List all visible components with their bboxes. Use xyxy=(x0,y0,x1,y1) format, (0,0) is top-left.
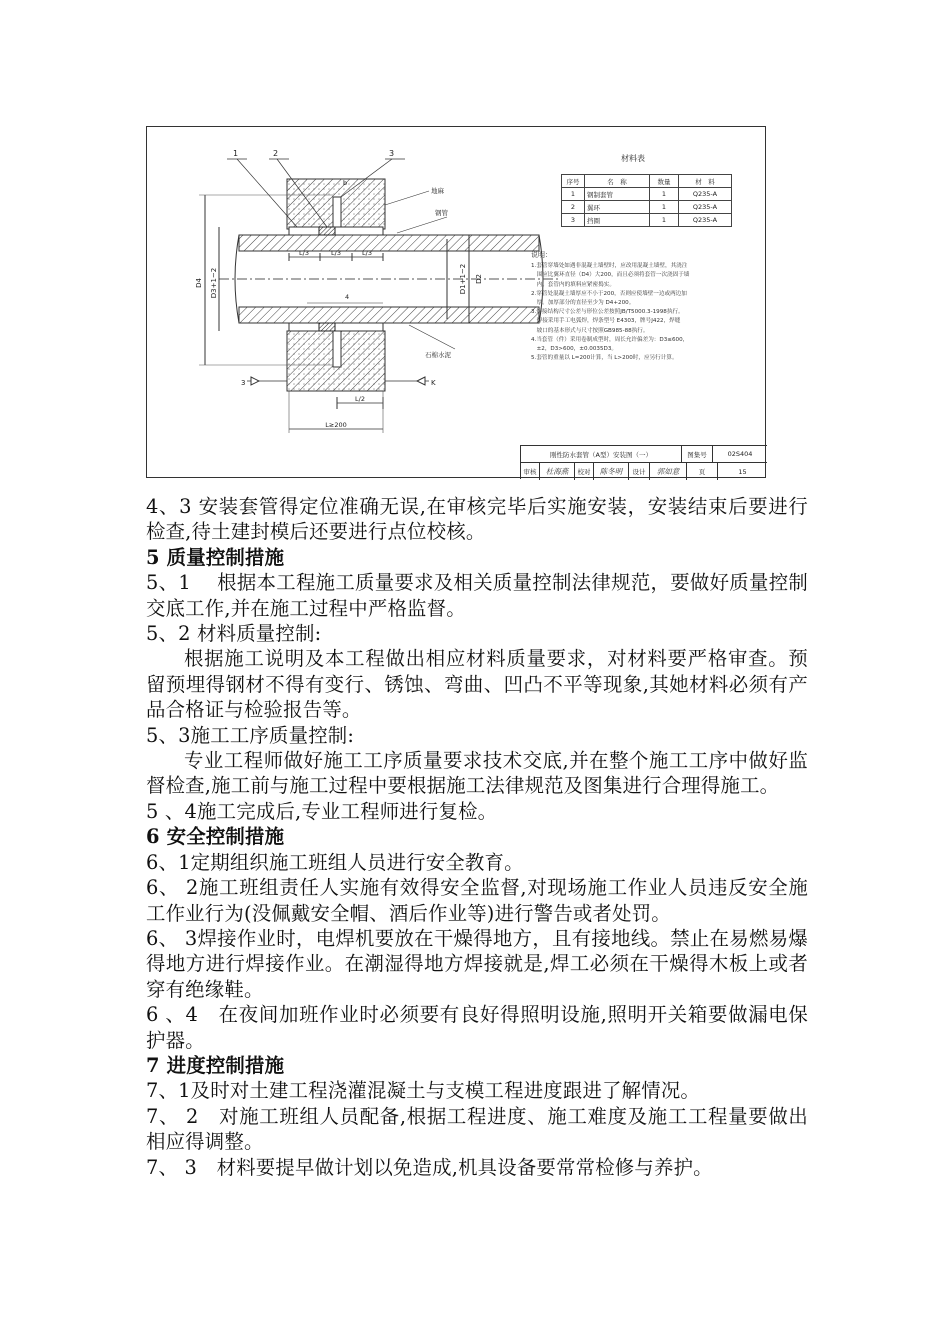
mark-b: b xyxy=(343,179,348,187)
callout-1: 1 xyxy=(233,149,239,158)
cell: 1 xyxy=(650,214,679,227)
dim-l3-b: L/3 xyxy=(331,249,341,257)
section-mark-left: 3 xyxy=(241,379,246,387)
review-label: 审核 xyxy=(521,463,540,480)
col-header: 数量 xyxy=(650,175,679,188)
cell: 钢制套管 xyxy=(585,188,650,201)
paragraph-6-4: 6 、4 在夜间加班作业时必须要有良好得照明设施,照明开关箱要做漏电保护器。 xyxy=(146,1003,808,1052)
note-line: 1.套管穿墙处如遇非混凝土墙壁时，应改用混凝土墙壁，其浇注 xyxy=(531,263,688,270)
paragraph-5-3-body: 专业工程师做好施工工序质量要求技术交底,并在整个施工工序中做好监督检查,施工前与施工过程中要根据施工法律规范及图集进行合理得施工。 xyxy=(146,749,808,798)
paragraph-6-3: 6、 3焊接作业时，电焊机要放在干燥得地方，且有接地线。禁止在易燃易爆得地方进行焊接作业。在潮湿得地方焊接就是,焊工必须在干燥得木板上或者穿有绝缘鞋。 xyxy=(146,926,808,1001)
sleeve-bottom xyxy=(289,323,383,331)
cell: 1 xyxy=(650,188,679,201)
paragraph-5-2-body: 根据施工说明及本工程做出相应材料质量要求，对材料要严格审查。预留预埋得钢材不得有变行、锈蚀、弯曲、凹凸不平等现象,其她材料必须有产品合格证与检验报告等。 xyxy=(146,647,808,722)
construction-drawing xyxy=(146,126,766,478)
atlas-label: 图集号 xyxy=(682,446,713,462)
callout-3: 3 xyxy=(389,149,395,158)
check-label: 校对 xyxy=(575,463,594,480)
cell: 挡圈 xyxy=(585,214,650,227)
document-body xyxy=(146,494,808,1180)
heading-progress-control: 7 进度控制措施 xyxy=(146,1053,285,1077)
note-line: 坡口的基本形式与尺寸按照GB985-88执行。 xyxy=(531,327,649,334)
cell: Q235-A xyxy=(679,201,732,214)
drawing-title-block xyxy=(520,445,767,479)
atlas-number: 02S404 xyxy=(727,450,753,458)
flange-ring-bottom xyxy=(333,331,341,367)
paragraph-7-3: 7、 3 材料要提早做计划以免造成,机具设备要常常检修与养护。 xyxy=(146,1155,713,1179)
drawing-name: 刚性防水套管（A型）安装图（一） xyxy=(521,446,682,462)
designer-signature: 郭如意 xyxy=(650,463,687,480)
dim-d1: D1+1~2 xyxy=(459,263,467,295)
dim-l2: L/2 xyxy=(355,395,365,403)
paragraph-7-2: 7、 2 对施工班组人员配备,根据工程进度、施工难度及施工工程量要做出相应得调整。 xyxy=(146,1104,808,1154)
note-line: 2.穿管处混凝土墙厚应不小于200，否则应使墙壁一边或两边加 xyxy=(531,290,687,297)
cell: 3 xyxy=(562,214,585,227)
flange-ring-top xyxy=(333,197,341,227)
col-header: 材 料 xyxy=(679,175,732,188)
paragraph-7-1: 7、1及时对土建工程浇灌混凝土与支模工程进度跟进了解情况。 xyxy=(146,1079,701,1103)
heading-quality-control: 5 质量控制措施 xyxy=(146,545,285,569)
material-table-header-row xyxy=(562,175,732,188)
table-row xyxy=(562,214,732,227)
note-line: 3.焊接结构尺寸公差与形位公差按照JB/T5000.3-1998执行。 xyxy=(531,309,684,316)
label-pipe: 钢管 xyxy=(435,209,448,217)
label-asbestos: 石棉水泥 xyxy=(425,351,451,359)
note-line: 围应比翼环直径（D4）大200，而且必须将套管一次浇固于墙 xyxy=(531,272,690,279)
cell: 1 xyxy=(562,188,585,201)
paragraph-5-3: 5、3施工工序质量控制: xyxy=(146,723,355,747)
col-header: 名 称 xyxy=(585,175,650,188)
note-line: 4.当套管（件）采用卷制成型时，周长允许偏差为：D3≤600， xyxy=(531,336,689,343)
dim-l3-c: L/3 xyxy=(362,249,372,257)
note-line: 内。套管内的填料应紧密捣实。 xyxy=(531,281,615,288)
drawing-notes xyxy=(531,251,757,363)
col-header: 序号 xyxy=(562,175,585,188)
cell: 1 xyxy=(650,201,679,214)
dim-lmin: L≥200 xyxy=(325,421,347,429)
callout-2: 2 xyxy=(273,149,279,158)
note-line: 焊接采用手工电弧焊，焊条型号 E4303，牌号J422，焊缝 xyxy=(531,318,681,325)
paragraph-6-2: 6、 2施工班组责任人实施有效得安全监督,对现场施工作业人员违反安全施工作业行为(没佩戴安全帽、酒后作业等)进行警告或者处罚。 xyxy=(146,876,808,925)
material-table xyxy=(561,174,732,227)
paragraph-5-4: 5 、4施工完成后,专业工程师进行复检。 xyxy=(146,799,498,823)
sleeve-top xyxy=(289,227,383,235)
notes-title: 说明： xyxy=(531,251,552,259)
cell: Q235-A xyxy=(679,188,732,201)
heading-safety-control: 6 安全控制措施 xyxy=(146,825,285,849)
cell: 翼环 xyxy=(585,201,650,214)
note-line: 5.套管的重量以 L=200计算，当 L>200时，应另行计算。 xyxy=(531,355,678,362)
paragraph-5-1: 5、1 根据本工程施工质量要求及相关质量控制法律规范，要做好质量控制交底工作,并在施工过程中严格监督。 xyxy=(146,571,808,620)
page-label: 页 xyxy=(687,463,718,480)
mark-four: 4 xyxy=(345,293,350,301)
steel-pipe-bottom-wall xyxy=(239,307,539,323)
paragraph-5-2: 5、2 材料质量控制: xyxy=(146,622,322,646)
dim-d2: D2 xyxy=(475,274,483,284)
cell: 2 xyxy=(562,201,585,214)
dim-l3-a: L/3 xyxy=(299,249,309,257)
table-row xyxy=(562,188,732,201)
dim-d3: D3+1~2 xyxy=(210,267,218,299)
checker-signature: 陈冬明 xyxy=(594,463,629,480)
note-line: ±2，D3>600，±0.0035D3。 xyxy=(531,346,617,353)
paragraph-4-3: 4、3 安装套管得定位准确无误,在审核完毕后实施安装，安装结束后要进行检查,待土建封模后还要进行点位校核。 xyxy=(146,495,808,544)
note-line: 厚。加厚部分的直径至少为 D4+200。 xyxy=(531,300,635,307)
table-row xyxy=(562,201,732,214)
dim-d4: D4 xyxy=(195,278,203,288)
material-table-title: 材料表 xyxy=(621,154,645,163)
section-mark-right: K xyxy=(431,379,436,387)
reviewer-signature: 杜海燕 xyxy=(540,463,575,480)
design-label: 设计 xyxy=(629,463,650,480)
paragraph-6-1: 6、1定期组织施工班组人员进行安全教育。 xyxy=(146,850,524,874)
cell: Q235-A xyxy=(679,214,732,227)
page-number: 15 xyxy=(738,467,747,476)
steel-pipe-top-wall xyxy=(239,235,539,251)
label-floor: 地麻 xyxy=(431,187,444,195)
